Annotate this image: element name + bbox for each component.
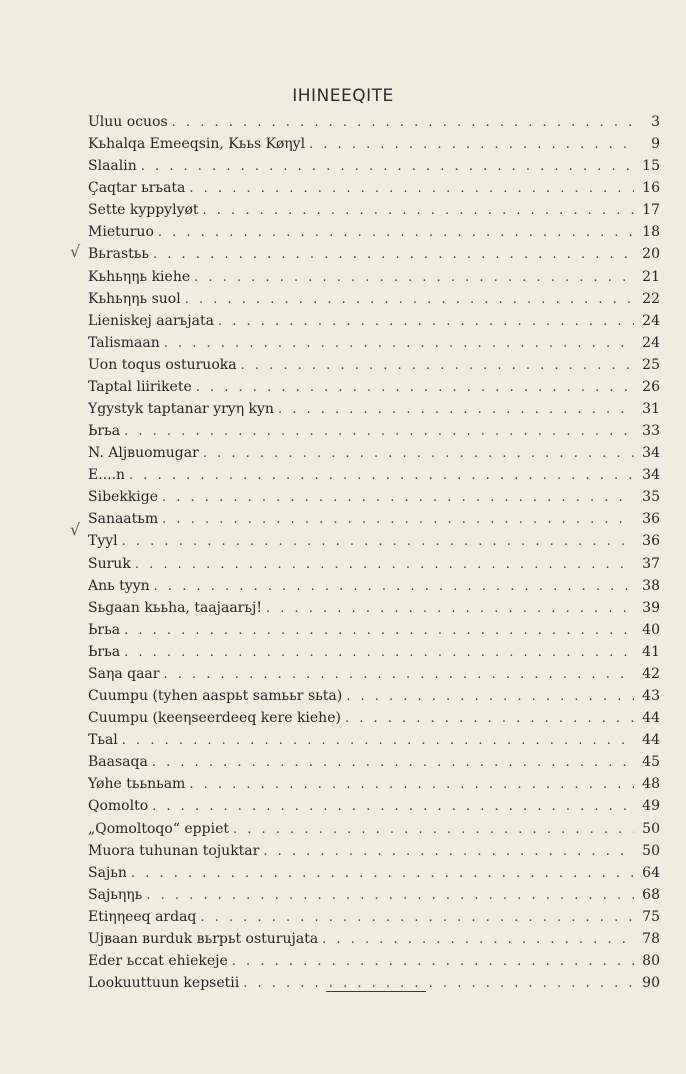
toc-entry xyxy=(88,269,660,291)
dot-leader xyxy=(309,137,634,152)
toc-entry xyxy=(88,710,660,732)
dot-leader xyxy=(194,270,634,285)
toc-entry-page: 34 xyxy=(642,467,660,484)
dot-leader xyxy=(241,358,634,373)
toc-entry-page: 68 xyxy=(642,886,660,903)
toc-entry-title: Talismaan xyxy=(88,334,160,351)
toc-entry-page: 15 xyxy=(642,158,660,175)
toc-entry xyxy=(88,688,660,710)
toc-entry-page: 24 xyxy=(642,334,660,351)
toc-entry xyxy=(88,313,660,335)
toc-entry xyxy=(88,865,660,887)
toc-entry-title: Ьrьa xyxy=(88,423,121,440)
dot-leader xyxy=(162,490,634,505)
toc-entry-title: Sibekkige xyxy=(88,489,159,506)
toc-entry-page: 75 xyxy=(642,908,660,925)
dot-leader xyxy=(233,822,634,837)
toc-entry-title: Mieturuo xyxy=(88,224,154,241)
dot-leader xyxy=(122,534,634,549)
toc-entry-title: Ygystyk taptanar yryη kyn xyxy=(88,401,274,418)
toc-entry-title: Tьal xyxy=(88,732,118,749)
toc-entry-title: N. Aljвuomugar xyxy=(88,445,199,462)
dot-leader xyxy=(124,623,634,638)
toc-entry xyxy=(88,467,660,489)
dot-leader xyxy=(164,336,634,351)
check-mark-icon: √ xyxy=(70,520,81,539)
toc-entry xyxy=(88,953,660,975)
toc-entry-page: 36 xyxy=(642,511,660,528)
dot-leader xyxy=(152,755,634,770)
toc-entry-page: 31 xyxy=(642,401,660,418)
toc-entry xyxy=(88,578,660,600)
toc-entry xyxy=(88,291,660,313)
toc-entry xyxy=(88,423,660,445)
toc-entry xyxy=(88,798,660,820)
toc-entry xyxy=(88,843,660,865)
dot-leader xyxy=(141,159,634,174)
toc-entry-page: 26 xyxy=(642,378,660,395)
toc-entry xyxy=(88,666,660,688)
toc-entry xyxy=(88,335,660,357)
toc-entry-page: 49 xyxy=(642,798,660,815)
toc-entry-page: 35 xyxy=(642,489,660,506)
dot-leader xyxy=(163,667,634,682)
toc-entry-title: Kьhьηηь kiehe xyxy=(88,268,191,285)
dot-leader xyxy=(203,203,634,218)
toc-entry xyxy=(88,931,660,953)
toc-entry xyxy=(88,180,660,202)
toc-entry-title: Bьrastьь xyxy=(88,246,150,263)
toc-entry xyxy=(88,511,660,533)
dot-leader xyxy=(135,557,634,572)
toc-entry-page: 38 xyxy=(642,577,660,594)
toc-entry-title: Sьgaan kььha, taajaarьj! xyxy=(88,599,262,616)
toc-entry-title: Lookuuttuun kepsetii xyxy=(88,975,240,992)
toc-entry xyxy=(88,622,660,644)
toc-entry-page: 78 xyxy=(642,930,660,947)
toc-entry-title: Cuumpu (keeηseerdeeq kere kiehe) xyxy=(88,710,341,727)
toc-entry-title: Uon toqus osturuoka xyxy=(88,356,237,373)
toc-entry-title: Muora tuhunan tojuktar xyxy=(88,842,260,859)
dot-leader xyxy=(345,711,634,726)
toc-entry xyxy=(88,158,660,180)
dot-leader xyxy=(172,115,634,130)
toc-entry-page: 34 xyxy=(642,445,660,462)
toc-entry-page: 9 xyxy=(651,136,660,153)
toc-entry-page: 50 xyxy=(642,842,660,859)
toc-entry xyxy=(88,401,660,423)
toc-entry-title: Ujвaan вurduk вьrpьt osturujata xyxy=(88,930,319,947)
toc-entry-page: 90 xyxy=(642,975,660,992)
toc-entry-title: Taptal liirikete xyxy=(88,378,192,395)
toc-entry-title: E....n xyxy=(88,467,126,484)
toc-entry-page: 80 xyxy=(642,952,660,969)
toc-entry-title: Uluu ocuos xyxy=(88,114,168,130)
toc-entry-title: Kьhьηηь suol xyxy=(88,290,181,307)
toc-entry-title: Sanaatьm xyxy=(88,511,159,528)
toc-entry xyxy=(88,114,660,136)
toc-entry-title: Etiηηeeq ardaq xyxy=(88,908,197,925)
toc-entry xyxy=(88,445,660,467)
toc-entry-title: Sette kyppylyøt xyxy=(88,202,199,219)
page-title: IHINEEQITE xyxy=(292,86,394,106)
toc-entry-title: Qomolto xyxy=(88,798,149,815)
toc-entry-title: Sajьηηь xyxy=(88,886,143,903)
toc-entry-page: 48 xyxy=(642,776,660,793)
toc-entry-title: Lieniskej aarьjata xyxy=(88,312,214,329)
dot-leader xyxy=(196,380,634,395)
toc-entry-title: „Qomoltoqo“ eppiet xyxy=(88,820,229,837)
dot-leader xyxy=(189,777,634,792)
toc-entry-page: 64 xyxy=(642,864,660,881)
dot-leader xyxy=(200,910,634,925)
toc-entry-page: 20 xyxy=(642,246,660,263)
toc-entry-title: Ьrьa xyxy=(88,643,121,660)
dot-leader xyxy=(146,888,634,903)
toc-entry xyxy=(88,887,660,909)
toc-entry xyxy=(88,136,660,158)
toc-entry xyxy=(88,379,660,401)
toc-entry-title: Cuumpu (tyhen aaspьt samььr sьta) xyxy=(88,688,343,705)
dot-leader xyxy=(122,733,634,748)
toc-entry-page: 41 xyxy=(642,643,660,660)
toc-entry-title: Anь tyyn xyxy=(88,577,150,594)
dot-leader xyxy=(124,424,634,439)
toc-entry xyxy=(88,556,660,578)
dot-leader xyxy=(154,579,634,594)
closing-rule xyxy=(326,991,426,992)
toc-entry xyxy=(88,202,660,224)
toc-entry-page: 50 xyxy=(642,820,660,837)
toc-entry-title: Yøhe tььnьam xyxy=(88,776,186,793)
toc-entry-page: 17 xyxy=(642,202,660,219)
toc-entry xyxy=(88,489,660,511)
dot-leader xyxy=(152,799,634,814)
toc-entry-page: 44 xyxy=(642,710,660,727)
toc-entry xyxy=(88,246,660,268)
dot-leader xyxy=(131,866,634,881)
toc-entry-page: 36 xyxy=(642,533,660,550)
toc-entry-page: 42 xyxy=(642,665,660,682)
toc-entry-page: 33 xyxy=(642,423,660,440)
toc-entry xyxy=(88,754,660,776)
toc-entry xyxy=(88,533,660,555)
toc-entry xyxy=(88,600,660,622)
dot-leader xyxy=(153,247,634,262)
toc-entry-title: Çaqtar ьrьata xyxy=(88,180,186,197)
toc-entry xyxy=(88,224,660,246)
toc-entry-page: 40 xyxy=(642,621,660,638)
toc-entry-page: 24 xyxy=(642,312,660,329)
toc-entry-title: Tyyl xyxy=(88,533,118,550)
dot-leader xyxy=(263,844,634,859)
toc-entry xyxy=(88,776,660,798)
toc-entry-title: Baasaqa xyxy=(88,754,148,771)
toc-entry-page: 25 xyxy=(642,356,660,373)
dot-leader xyxy=(346,689,634,704)
toc-entry xyxy=(88,975,660,997)
dot-leader xyxy=(129,468,634,483)
toc-entry xyxy=(88,644,660,666)
toc-entry-page: 21 xyxy=(642,268,660,285)
toc-entry-page: 3 xyxy=(651,114,660,130)
toc-entry-page: 44 xyxy=(642,732,660,749)
dot-leader xyxy=(124,645,634,660)
dot-leader xyxy=(243,976,634,991)
toc-entry xyxy=(88,821,660,843)
dot-leader xyxy=(185,292,634,307)
dot-leader xyxy=(189,181,634,196)
toc-entry-page: 37 xyxy=(642,555,660,572)
toc-entry-page: 43 xyxy=(642,688,660,705)
toc-entry-page: 22 xyxy=(642,290,660,307)
dot-leader xyxy=(278,402,634,417)
table-of-contents xyxy=(88,114,660,997)
dot-leader xyxy=(232,954,634,969)
toc-entry-title: Suruk xyxy=(88,555,131,572)
toc-entry-title: Ьrьa xyxy=(88,621,121,638)
toc-entry-title: Saηa qaar xyxy=(88,665,160,682)
toc-entry-page: 39 xyxy=(642,599,660,616)
dot-leader xyxy=(266,601,634,616)
toc-entry-page: 16 xyxy=(642,180,660,197)
toc-entry-title: Sajьn xyxy=(88,864,127,881)
dot-leader xyxy=(162,512,634,527)
toc-entry xyxy=(88,732,660,754)
toc-entry-page: 45 xyxy=(642,754,660,771)
dot-leader xyxy=(203,446,634,461)
check-mark-icon: √ xyxy=(70,242,81,261)
toc-entry-title: Slaalin xyxy=(88,158,137,175)
toc-entry xyxy=(88,357,660,379)
toc-entry-page: 18 xyxy=(642,224,660,241)
toc-entry-title: Eder ьccat ehiekeje xyxy=(88,952,228,969)
dot-leader xyxy=(158,225,634,240)
toc-entry-title: Kьhalqa Emeeqsin, Kььs Køηyl xyxy=(88,136,306,153)
dot-leader xyxy=(322,932,634,947)
dot-leader xyxy=(218,314,634,329)
toc-entry xyxy=(88,909,660,931)
